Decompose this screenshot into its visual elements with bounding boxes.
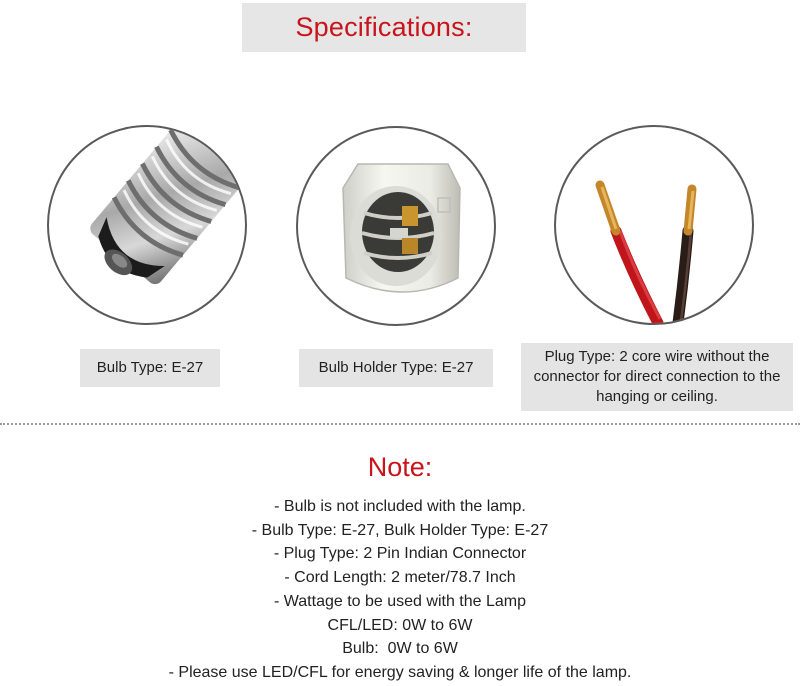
note-line: - Bulb Type: E-27, Bulk Holder Type: E-27 [251, 521, 549, 539]
note-line: Bulb: 0W to 6W [342, 640, 458, 658]
note-line: CFL/LED: 0W to 6W [327, 616, 473, 634]
specifications-title: Specifications: [295, 12, 473, 42]
wire-icon [556, 127, 752, 323]
specifications-header [242, 3, 526, 52]
bulb-holder-image [296, 126, 496, 326]
note-line: - Plug Type: 2 Pin Indian Connector [273, 545, 527, 563]
plug-type-label: Plug Type: 2 core wire without the connector for direct connection to the hanging or ceiling. [521, 343, 793, 411]
note-line: - Wattage to be used with the Lamp [274, 592, 526, 610]
dotted-divider [0, 423, 800, 425]
note-title: Note: [367, 452, 433, 482]
bulb-base-image [47, 125, 247, 325]
bulb-holder-icon [298, 128, 494, 324]
note-line: - Bulb is not included with the lamp. [274, 498, 526, 515]
note-line: - Please use LED/CFL for energy saving & longer life of the lamp. [168, 663, 632, 681]
wire-image [554, 125, 754, 325]
bulb-holder-type-label: Bulb Holder Type: E-27 [299, 349, 493, 387]
bulb-base-icon [49, 127, 245, 323]
note-list [0, 495, 800, 685]
bulb-type-label: Bulb Type: E-27 [80, 349, 220, 387]
note-line: - Cord Length: 2 meter/78.7 Inch [284, 569, 516, 587]
